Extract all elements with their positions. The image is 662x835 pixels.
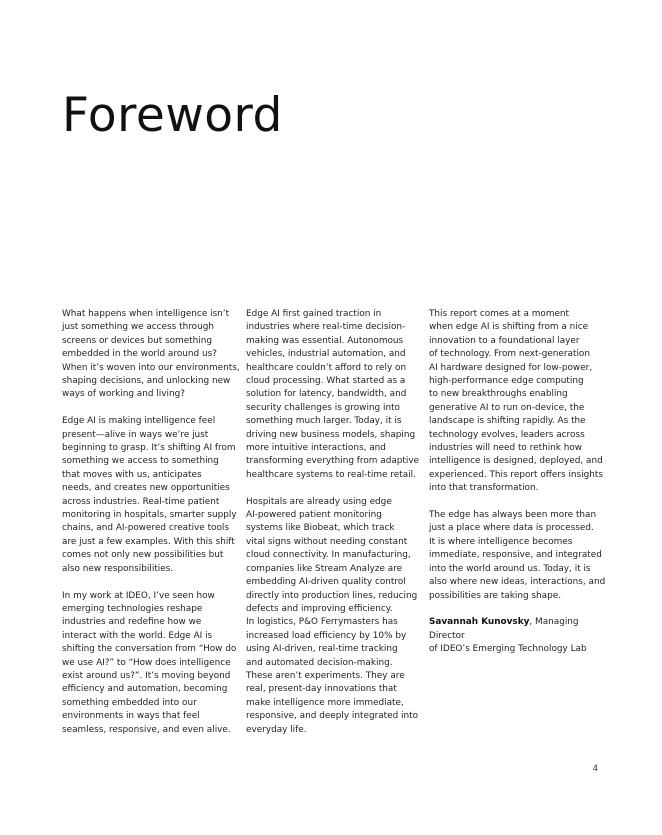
body-paragraph: Edge AI first gained traction in industries where real-time decision- making was essential. Autonomous vehicles, industrial automation, and healthcare couldn’t afford to rely on cloud processing. What started as a solution for latency, bandwidth, and security challenges is growing into something much larger. Today, it is driving new business models, shaping more intuitive interactions, and transforming everything from adaptive healthcare systems to real-time retail.	[246, 309, 420, 480]
body-paragraph: Hospitals are already using edge AI-powered patient monitoring systems like Biobeat, which track vital signs without needing constant cloud connectivity. In manufacturing, companies like Stream Analyze are embedding AI-driven quality control directly into production lines, reducing defects and improving efficiency.	[246, 496, 418, 614]
author-name: Savannah Kunovsky	[429, 617, 530, 628]
body-paragraph: What happens when intelligence isn’t just something we access through screens or devices but something embedded in the world around us? When it’s woven into our environments, shaping decisions, and unlocking new ways of working and living?	[62, 309, 240, 400]
body-paragraph: In my work at IDEO, I’ve seen how emerging technologies reshape industries and redefine how we interact with the world. Edge AI is shifting the conversation from “How do we use AI?” to “How does intelligence exist around us?”. It’s moving beyond efficiency and automation, becoming something embedded into our environments in ways that feel seamless, responsive, and even alive.	[62, 590, 237, 735]
text-column-2	[246, 308, 424, 750]
text-column-3	[429, 308, 609, 670]
page-title: Foreword	[62, 88, 283, 143]
body-paragraph: Edge AI is making intelligence feel present—alive in ways we’re just beginning to grasp. It’s shifting AI from something we access to something that moves with us, anticipates needs, and creates new opportunities across industries. Real-time patient monitoring in hospitals, smarter supply chains, and AI-powered creative tools are just a few examples. With this shift comes not only new possibilities but also new responsibilities.	[62, 416, 237, 574]
body-paragraph: In logistics, P&O Ferrymasters has increased load efficiency by 10% by using AI-driven, real-time tracking and automated decision-making. These aren’t experiments. They are real, present-day innovations that make intelligence more immediate, responsive, and deeply integrated into everyday life.	[246, 617, 419, 735]
body-paragraph: The edge has always been more than just a place where data is processed. It is where intelligence becomes immediate, responsive, and integrated into the world around us. Today, it is also where new ideas, interactions, and possibilities are taking shape.	[429, 510, 606, 601]
author-role: , Managing Director of IDEO’s Emerging Technology Lab	[429, 617, 587, 655]
page-number: 4	[592, 764, 598, 774]
body-paragraph: This report comes at a moment when edge AI is shifting from a nice innovation to a foundational layer of technology. From next-generation AI hardware designed for low-power, high-performance edge computing to new breakthroughs enabling generative AI to run on-device, the landscape is shifting rapidly. As the technology evolves, leaders across industries will need to rethink how intelligence is designed, deployed, and experienced. This report offers insights into that transformation.	[429, 309, 603, 494]
text-column-1	[62, 308, 242, 750]
author-signature	[429, 616, 609, 656]
